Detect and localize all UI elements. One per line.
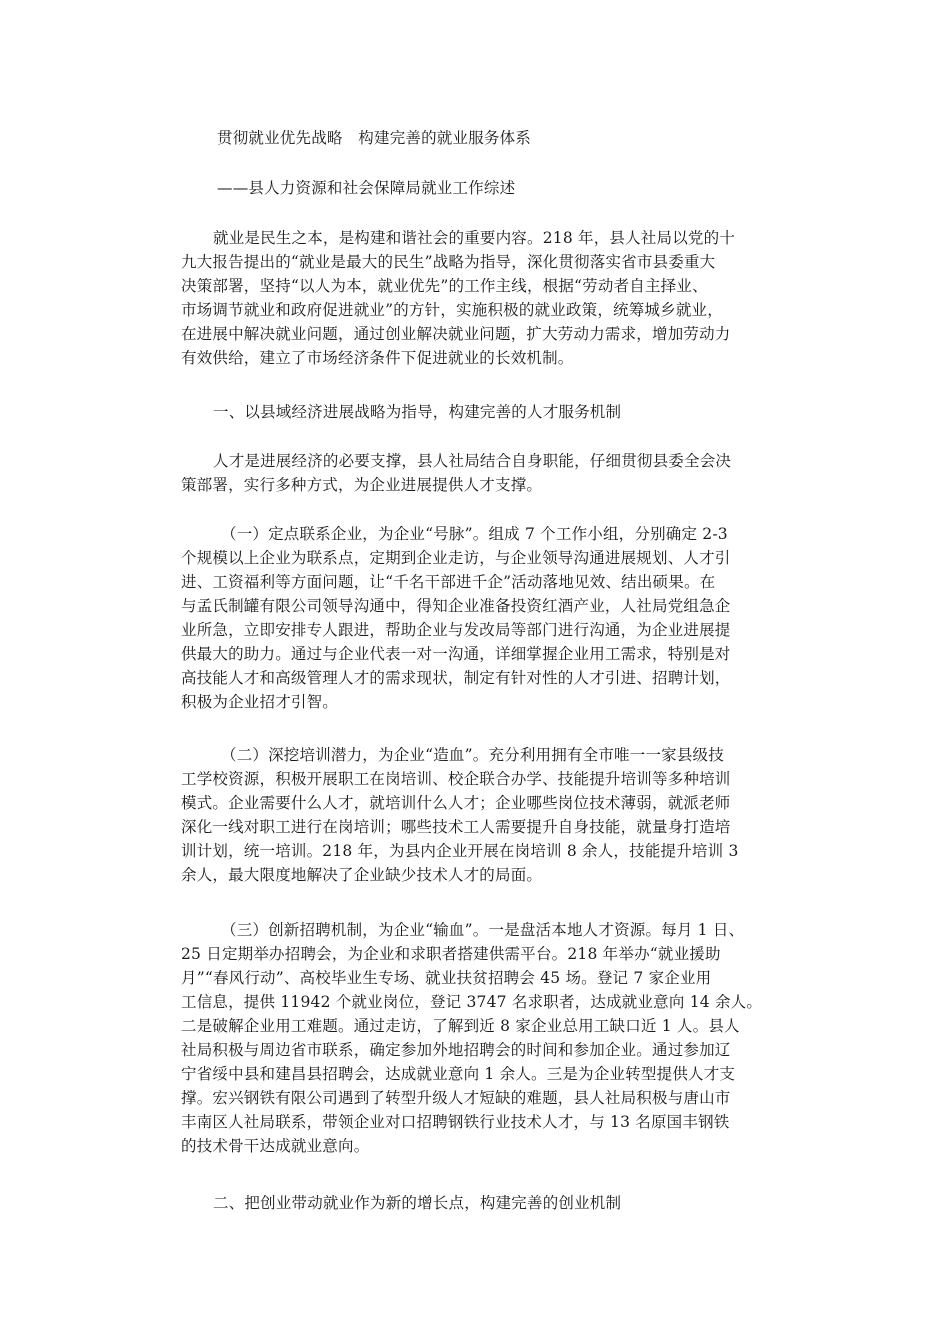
paragraph-line: 工信息，提供 11942 个就业岗位，登记 3747 名求职者，达成就业意向 14 余人。 <box>181 993 763 1011</box>
paragraph-line: 宁省绥中县和建昌县招聘会，达成就业意向 1 余人。三是为企业转型提供人才支 <box>181 1065 736 1083</box>
paragraph-line: 九大报告提出的“就业是最大的民生”战略为指导，深化贯彻落实省市县委重大 <box>181 253 716 271</box>
paragraph-line: 有效供给，建立了市场经济条件下促进就业的长效机制。 <box>181 349 574 367</box>
paragraph-line: 进、工资福利等方面问题，让“千名干部进千企”活动落地见效、结出硕果。在 <box>181 573 716 591</box>
section-heading-2 <box>181 1191 621 1215</box>
paragraph-line: 二是破解企业用工难题。通过走访，了解到近 8 家企业总用工缺口近 1 人。县人 <box>181 1017 740 1035</box>
paragraph-line: （二）深挖培训潜力，为企业“造血”。充分利用拥有全市唯一一家县级技 <box>221 746 724 764</box>
paragraph-line: 社局积极与周边省市联系，确定参加外地招聘会的时间和参加企业。通过参加辽 <box>181 1041 731 1059</box>
document-title: 贯彻就业优先战略 构建完善的就业服务体系 <box>217 129 532 147</box>
paragraph-line: 的技术骨干达成就业意向。 <box>181 1137 370 1155</box>
paragraph-item-1 <box>181 522 731 714</box>
paragraph-line: 训计划，统一培训。218 年，为县内企业开展在岗培训 8 余人，技能提升培训 3 <box>181 842 739 860</box>
paragraph-line: 丰南区人社局联系，带领企业对口招聘钢铁行业技术人才，与 13 名原国丰钢铁 <box>181 1113 730 1131</box>
paragraph-line: 高技能人才和高级管理人才的需求现状，制定有针对性的人才引进、招聘计划， <box>181 669 731 687</box>
document-subtitle: ——县人力资源和社会保障局就业工作综述 <box>217 179 516 197</box>
paragraph-line: 撑。宏兴钢铁有限公司遇到了转型升级人才短缺的难题，县人社局积极与唐山市 <box>181 1089 731 1107</box>
paragraph-line: 就业是民生之本，是构建和谐社会的重要内容。218 年，县人社局以党的十 <box>213 229 736 247</box>
paragraph-line: 市场调节就业和政府促进就业”的方针，实施积极的就业政策，统筹城乡就业， <box>181 301 723 319</box>
paragraph-line: 策部署，实行多种方式，为企业进展提供人才支撑。 <box>181 476 543 494</box>
paragraph-line: （一）定点联系企业，为企业“号脉”。组成 7 个工作小组，分别确定 2-3 <box>221 525 728 543</box>
paragraph-line: 人才是进展经济的必要支撑，县人社局结合自身职能，仔细贯彻县委全会决 <box>213 452 732 470</box>
paragraph-line: 积极为企业招才引智。 <box>181 693 339 711</box>
paragraph-intro <box>181 226 735 370</box>
paragraph-line: 决策部署，坚持“以人为本，就业优先”的工作主线，根据“劳动者自主择业、 <box>181 277 708 295</box>
paragraph-line: 模式。企业需要什么人才，就培训什么人才；企业哪些岗位技术薄弱，就派老师 <box>181 794 731 812</box>
paragraph-item-3 <box>181 918 762 1158</box>
paragraph-line: 供最大的助力。通过与企业代表一对一沟通，详细掌握企业用工需求，特别是对 <box>181 645 731 663</box>
paragraph-line: 深化一线对职工进行在岗培训；哪些技术工人需要提升自身技能，就量身打造培 <box>181 818 731 836</box>
section-heading-line: 二、把创业带动就业作为新的增长点，构建完善的创业机制 <box>213 1194 622 1212</box>
section-heading-1 <box>181 400 621 424</box>
paragraph-item-2 <box>181 743 739 887</box>
paragraph-line: 业所急，立即安排专人跟进，帮助企业与发改局等部门进行沟通，为企业进展提 <box>181 621 731 639</box>
paragraph-talent <box>181 449 731 497</box>
paragraph-line: 25 日定期举办招聘会，为企业和求职者搭建供需平台。218 年举办“就业援助 <box>181 945 721 963</box>
paragraph-line: 余人，最大限度地解决了企业缺少技术人才的局面。 <box>181 866 543 884</box>
paragraph-line: 与孟氏制罐有限公司领导沟通中，得知企业准备投资红酒产业，人社局党组急企 <box>181 597 731 615</box>
paragraph-line: 在进展中解决就业问题，通过创业解决就业问题，扩大劳动力需求，增加劳动力 <box>181 325 731 343</box>
paragraph-line: 工学校资源，积极开展职工在岗培训、校企联合办学、技能提升培训等多种培训 <box>181 770 731 788</box>
paragraph-line: 月”“春风行动”、高校毕业生专场、就业扶贫招聘会 45 场。登记 7 家企业用 <box>181 969 712 987</box>
paragraph-line: （三）创新招聘机制，为企业“输血”。一是盘活本地人才资源。每月 1 日、 <box>221 921 745 939</box>
paragraph-line: 个规模以上企业为联系点，定期到企业走访，与企业领导沟通进展规划、人才引 <box>181 549 731 567</box>
section-heading-line: 一、以县域经济进展战略为指导，构建完善的人才服务机制 <box>213 403 622 421</box>
